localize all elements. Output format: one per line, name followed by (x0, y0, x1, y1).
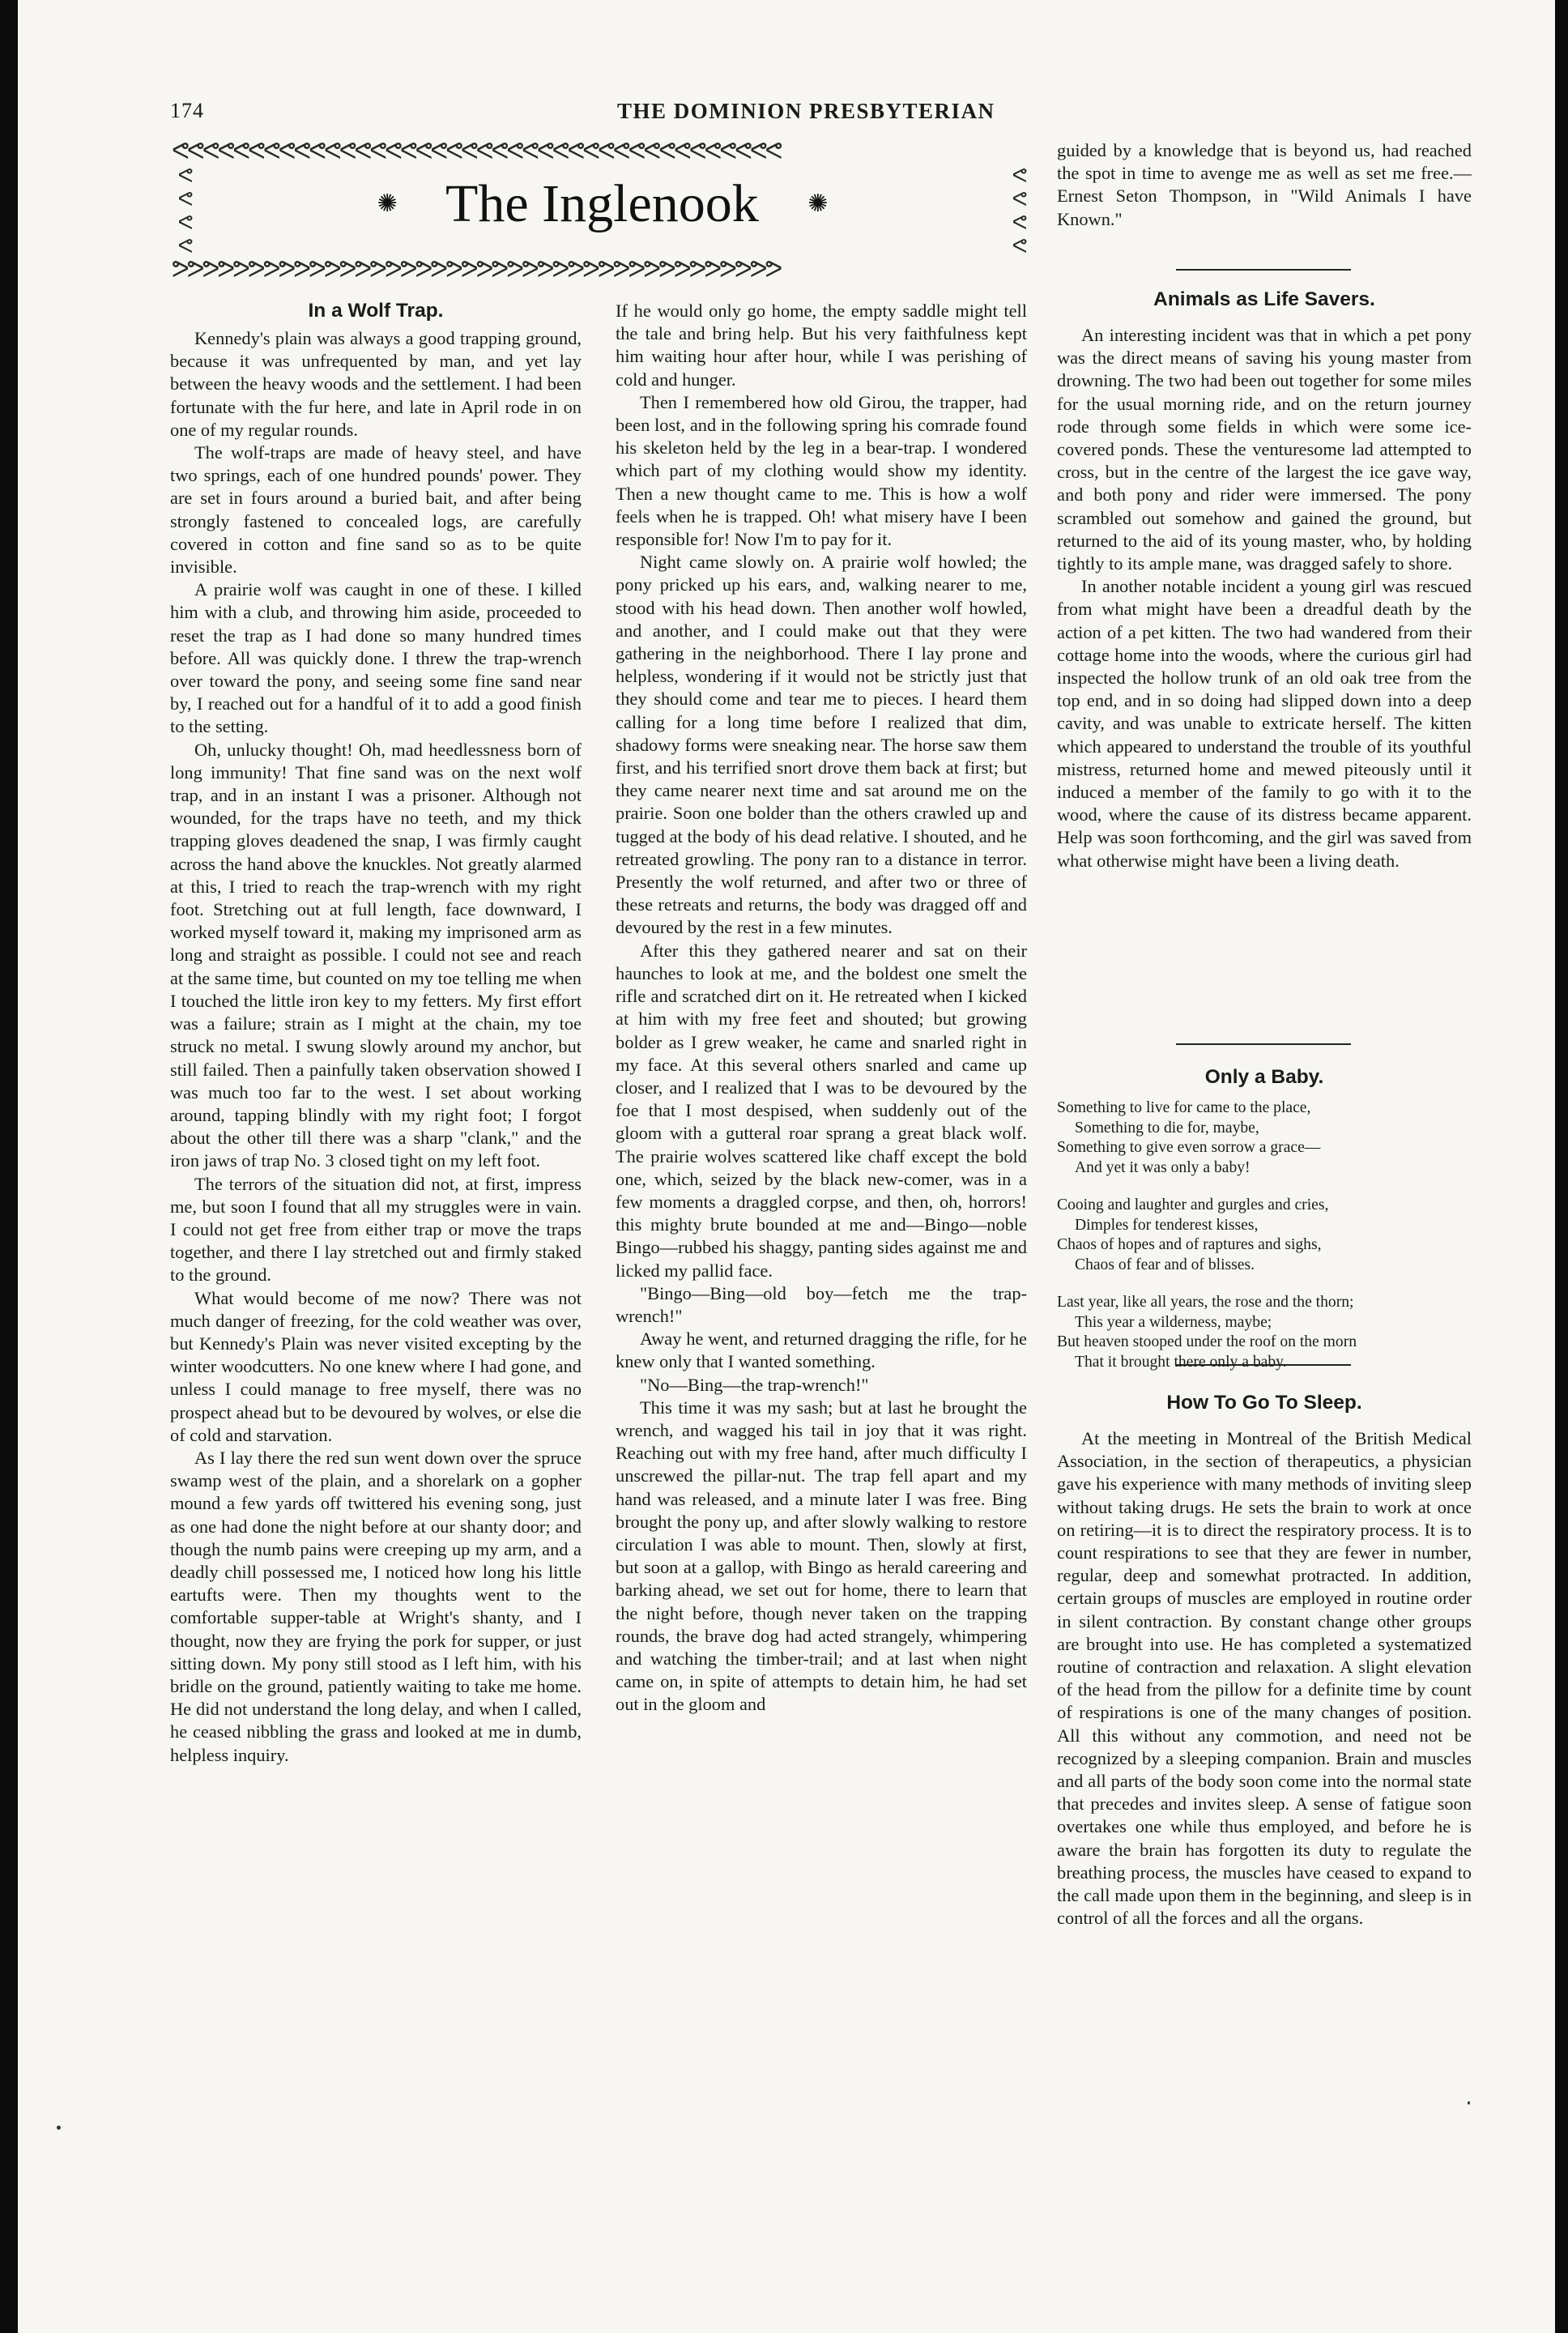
paragraph: After this they gathered nearer and sat on their haunches to look at me, and the boldest one smelt the rifle and scratched dirt on it. He retreated when I kicked at him with my free feet and shouted; but growing bolder as I grew weaker, he came and snarled right in my face. At this several others snarled and came up closer, and I realized that I was to be devoured by the foe that I most despised, when suddenly out of the gloom with a gutteral roar sprang a great black wolf. The prairie wolves scattered like chaff except the bold one, which, seized by the black new-comer, was in a few moments a draggled corpse, and then, oh, horrors! this mighty brute bounded at me and—Bingo—noble Bingo—rubbed his shaggy, panting sides against me and licked my pallid face. (616, 940, 1027, 1281)
paragraph: The terrors of the situation did not, at first, impress me, but soon I found that all my struggles were in vain. I could not get free from either trap or move the traps together, and there I lay stretched out and firmly staked to the ground. (170, 1173, 582, 1286)
poem-stanza (1057, 1196, 1472, 1275)
page-number: 174 (170, 99, 204, 122)
article-heading-life-savers: Animals as Life Savers. (1153, 288, 1375, 310)
life-savers-body (1057, 324, 1472, 872)
banner-border-bottom: ᕗᕗᕗᕗᕗᕗᕗᕗᕗᕗᕗᕗᕗᕗᕗᕗᕗᕗᕗᕗᕗᕗᕗᕗᕗᕗᕗᕗᕗᕗᕗᕗᕗᕗᕗᕗᕗᕗᕗᕗ (172, 258, 781, 282)
section-divider (1176, 1364, 1351, 1366)
article-heading-wolf-trap: In a Wolf Trap. (308, 300, 444, 322)
paragraph: Away he went, and returned dragging the rifle, for he knew only that I wanted something. (616, 1329, 1027, 1372)
print-speck (57, 2126, 61, 2130)
department-banner (172, 136, 1033, 287)
poem-only-a-baby (1057, 1098, 1472, 1390)
sleep-body (1057, 1427, 1472, 1930)
poem-line: And yet it was only a baby! (1075, 1158, 1251, 1176)
poem-stanza (1057, 1098, 1472, 1178)
poem-line: Cooing and laughter and gurgles and cries, (1057, 1196, 1329, 1213)
running-head (18, 99, 1555, 131)
newspaper-page (18, 0, 1555, 2333)
paragraph: Then I remembered how old Girou, the trapper, had been lost, and in the following spring his comrade found his skeleton held by the leg in a bear-trap. I wondered which part of my clothing would show my identity. Then a new thought came to me. This is how a wolf feels when he is trapped. Oh! what misery have I been responsible for! Now I'm to pay for it. (616, 391, 1027, 550)
banner-border-right: ᕙ ᕙ ᕙ ᕙ (1012, 164, 1028, 258)
section-divider (1176, 1043, 1351, 1045)
poem-line: That it brought there only a baby. (1075, 1353, 1287, 1371)
poem-heading: Only a Baby. (1204, 1066, 1324, 1088)
print-speck (1468, 2101, 1470, 2105)
article-heading-sleep: How To Go To Sleep. (1166, 1392, 1362, 1414)
paragraph: As I lay there the red sun went down over the spruce swamp west of the plain, and a shorelark on a gopher mound a few yards off twittered his evening song, just as one had done the night before at our shanty door; and though the numb pains were creeping up my arm, and a deadly chill possessed me, I noticed how long his little eartufts were. Then my thoughts went to the comfortable supper-table at Wright's shanty, and I thought, now they are frying the pork for supper, or just sitting down. My pony still stood as I left him, with his bridle on the ground, patiently waiting to take me home. He did not understand the long delay, and when I called, he ceased nibbling the grass and looked at me in dumb, helpless inquiry. (170, 1447, 582, 1765)
journal-title: THE DOMINION PRESBYTERIAN (617, 99, 995, 123)
paragraph: Kennedy's plain was always a good trapping ground, because it was unfrequented by man, and yet lay between the heavy woods and the settlement. I had been fortunate with the fur here, and late in April rode in on one of my regular rounds. (170, 328, 582, 440)
poem-line: Something to give even sorrow a grace— (1057, 1139, 1321, 1156)
wolf-trap-conclusion (1057, 139, 1472, 231)
poem-line: Something to live for came to the place, (1057, 1099, 1311, 1116)
paragraph: The wolf-traps are made of heavy steel, and have two springs, each of one hundred pounds' power. They are set in fours around a buried bait, and after being strongly fastened to concealed logs, are carefully covered in cotton and fine sand so as to be quite invisible. (170, 442, 582, 578)
banner-border-left: ᕙ ᕙ ᕙ ᕙ (177, 164, 194, 258)
department-title-line (204, 173, 1001, 240)
paragraph: Oh, unlucky thought! Oh, mad heedlessness born of long immunity! That fine sand was on the next wolf trap, and in an instant I was a prisoner. Although not wounded, for the traps have no teeth, and my thick trapping gloves deadened the snap, I was firmly caught across the hand above the knuckles. Not greatly alarmed at this, I tried to reach the trap-wrench with my right foot. Stretching out at full length, face downward, I worked myself toward it, making my imprisoned arm as long and straight as possible. I could not see and reach at the same time, but counted on my toe telling me when I touched the little iron key to my fetters. My first effort was a failure; strain as I might at the chain, my toe struck no metal. I swung slowly around my anchor, but still failed. Then a painfully taken observation showed I was much too far to the west. I set about working around, tapping blindly with my right foot; I forgot about the other till there was a sharp "clank," and the iron jaws of trap No. 3 closed tight on my left foot. (170, 739, 582, 1171)
paragraph: "Bingo—Bing—old boy—fetch me the trap-wrench!" (616, 1282, 1027, 1326)
ornament-right-icon: ✺ (807, 190, 829, 217)
wolf-trap-column-1 (170, 327, 582, 1767)
paragraph: guided by a knowledge that is beyond us, had reached the spot in time to avenge me as well as set me free.—Ernest Seton Thompson, in "Wild Animals I have Known." (1057, 140, 1472, 229)
poem-line: Something to die for, maybe, (1075, 1119, 1259, 1137)
section-divider (1176, 269, 1351, 271)
poem-line: This year a wilderness, maybe; (1075, 1313, 1272, 1331)
department-title: The Inglenook (445, 174, 759, 233)
poem-line: Chaos of hopes and of raptures and sighs, (1057, 1236, 1322, 1253)
ornament-left-icon: ✺ (377, 190, 398, 217)
paragraph: "No—Bing—the trap-wrench!" (640, 1374, 869, 1395)
wolf-trap-column-2 (616, 300, 1027, 1717)
banner-border-top: ᕙᕙᕙᕙᕙᕙᕙᕙᕙᕙᕙᕙᕙᕙᕙᕙᕙᕙᕙᕙᕙᕙᕙᕙᕙᕙᕙᕙᕙᕙᕙᕙᕙᕙᕙᕙᕙᕙᕙᕙ (172, 139, 781, 164)
scan-edge-left (0, 0, 18, 2333)
scan-edge-right (1555, 0, 1568, 2333)
poem-line: Chaos of fear and of blisses. (1075, 1256, 1255, 1273)
poem-line: Dimples for tenderest kisses, (1075, 1216, 1259, 1234)
poem-line: Last year, like all years, the rose and the thorn; (1057, 1294, 1354, 1311)
paragraph: Night came slowly on. A prairie wolf howled; the pony pricked up his ears, and, walking nearer to me, stood with his head down. Then another wolf howled, and another, and I could make out that they were gathering in the neighborhood. There I lay prone and helpless, wondering if it would not be strictly just that they should come and tear me to pieces. I heard them calling for a long time before I realized that dim, shadowy forms were sneaking near. The horse saw them first, and his terrified snort drove them back at first; but they came nearer next time and sat around me on the prairie. Soon one bolder than the others crawled up and tugged at the body of his dead relative. I shouted, and he retreated growling. The pony ran to a distance in terror. Presently the wolf returned, and after two or three of these retreats and returns, the body was dragged off and devoured by the rest in a few minutes. (616, 552, 1027, 938)
paragraph: At the meeting in Montreal of the British Medical Association, in the section of therapeutics, a physician gave his experience with many methods of inviting sleep without taking drugs. He sets the brain to work at once on retiring—it is to direct the respiratory process. It is to count respirations to see that they are fewer in number, regular, deep and somewhat protracted. In addition, certain groups of muscles are employed in routine order in silent contraction. By constant change other groups are brought into use. He has completed a systematized routine of contraction and relaxation. A slight elevation of the head from the pillow for a definite time by count of respirations is one of the many changes of position. All this without any commotion, and need not be recognized by a sleeping companion. Brain and muscles and all parts of the body soon come into the normal state that precedes and invites sleep. A sense of fatigue soon overtakes one while thus employed, and before he is aware the brain has forgotten its duty to regulate the breathing process, the muscles have ceased to expand to the call made upon them in the beginning, and sleep is in control of all the forces and all the organs. (1057, 1428, 1472, 1929)
paragraph: An interesting incident was that in which a pet pony was the direct means of saving his young master from drowning. The two had been out together for some miles for the usual morning ride, and on the return journey rode through some fields in which were some ice-covered ponds. These the venturesome lad attempted to cross, but in the centre of the largest the ice gave way, and both pony and rider were immersed. The pony scrambled out somehow and gained the ground, but returned to the aid of its young master, who, by holding tightly to its ample mane, was dragged safely to shore. (1057, 325, 1472, 574)
paragraph: This time it was my sash; but at last he brought the wrench, and wagged his tail in joy that it was right. Reaching out with my free hand, after much difficulty I unscrewed the pillar-nut. The trap fell apart and my hand was released, and a minute later I was free. Bing brought the pony up, and after slowly walking to restore circulation I was able to mount. Then, slowly at first, but soon at a gallop, with Bingo as herald careering and barking ahead, we set out for home, there to learn that the night before, though never taken on the trapping rounds, the brave dog had acted strangely, whimpering and watching the timber-trail; and at last when night came on, in spite of attempts to detain him, he had set out in the gloom and (616, 1397, 1027, 1715)
paragraph: In another notable incident a young girl was rescued from what might have been a dreadful death by the action of a pet kitten. The two had wandered from their cottage home into the woods, where the curious girl had inspected the hollow trunk of an old oak tree from the top end, and in so doing had slipped down into a deep cavity, and was unable to extricate herself. The kitten which appeared to understand the trouble of its youthful mistress, returned home and mewed piteously until it induced a member of the family to go with it to the wood, where the cause of its distress became apparent. Help was soon forthcoming, and the girl was saved from what otherwise might have been a living death. (1057, 576, 1472, 871)
paragraph: A prairie wolf was caught in one of these. I killed him with a club, and throwing him aside, proceeded to reset the trap as I had done so many hundred times before. All was quickly done. I threw the trap-wrench over toward the pony, and seeing some fine sand near by, I reached out for a handful of it to add a good finish to the setting. (170, 579, 582, 737)
paragraph: If he would only go home, the empty saddle might tell the tale and bring help. But his very faithfulness kept him waiting hour after hour, while I was perishing of cold and hunger. (616, 301, 1027, 390)
poem-line: But heaven stooped under the roof on the morn (1057, 1333, 1357, 1350)
paragraph: What would become of me now? There was not much danger of freezing, for the cold weather was over, but Kennedy's Plain was never visited excepting by the winter woodcutters. No one knew where I had gone, and unless I could manage to free myself, there was no prospect ahead but to be devoured by wolves, or else die of cold and starvation. (170, 1287, 582, 1445)
poem-stanza (1057, 1293, 1472, 1372)
